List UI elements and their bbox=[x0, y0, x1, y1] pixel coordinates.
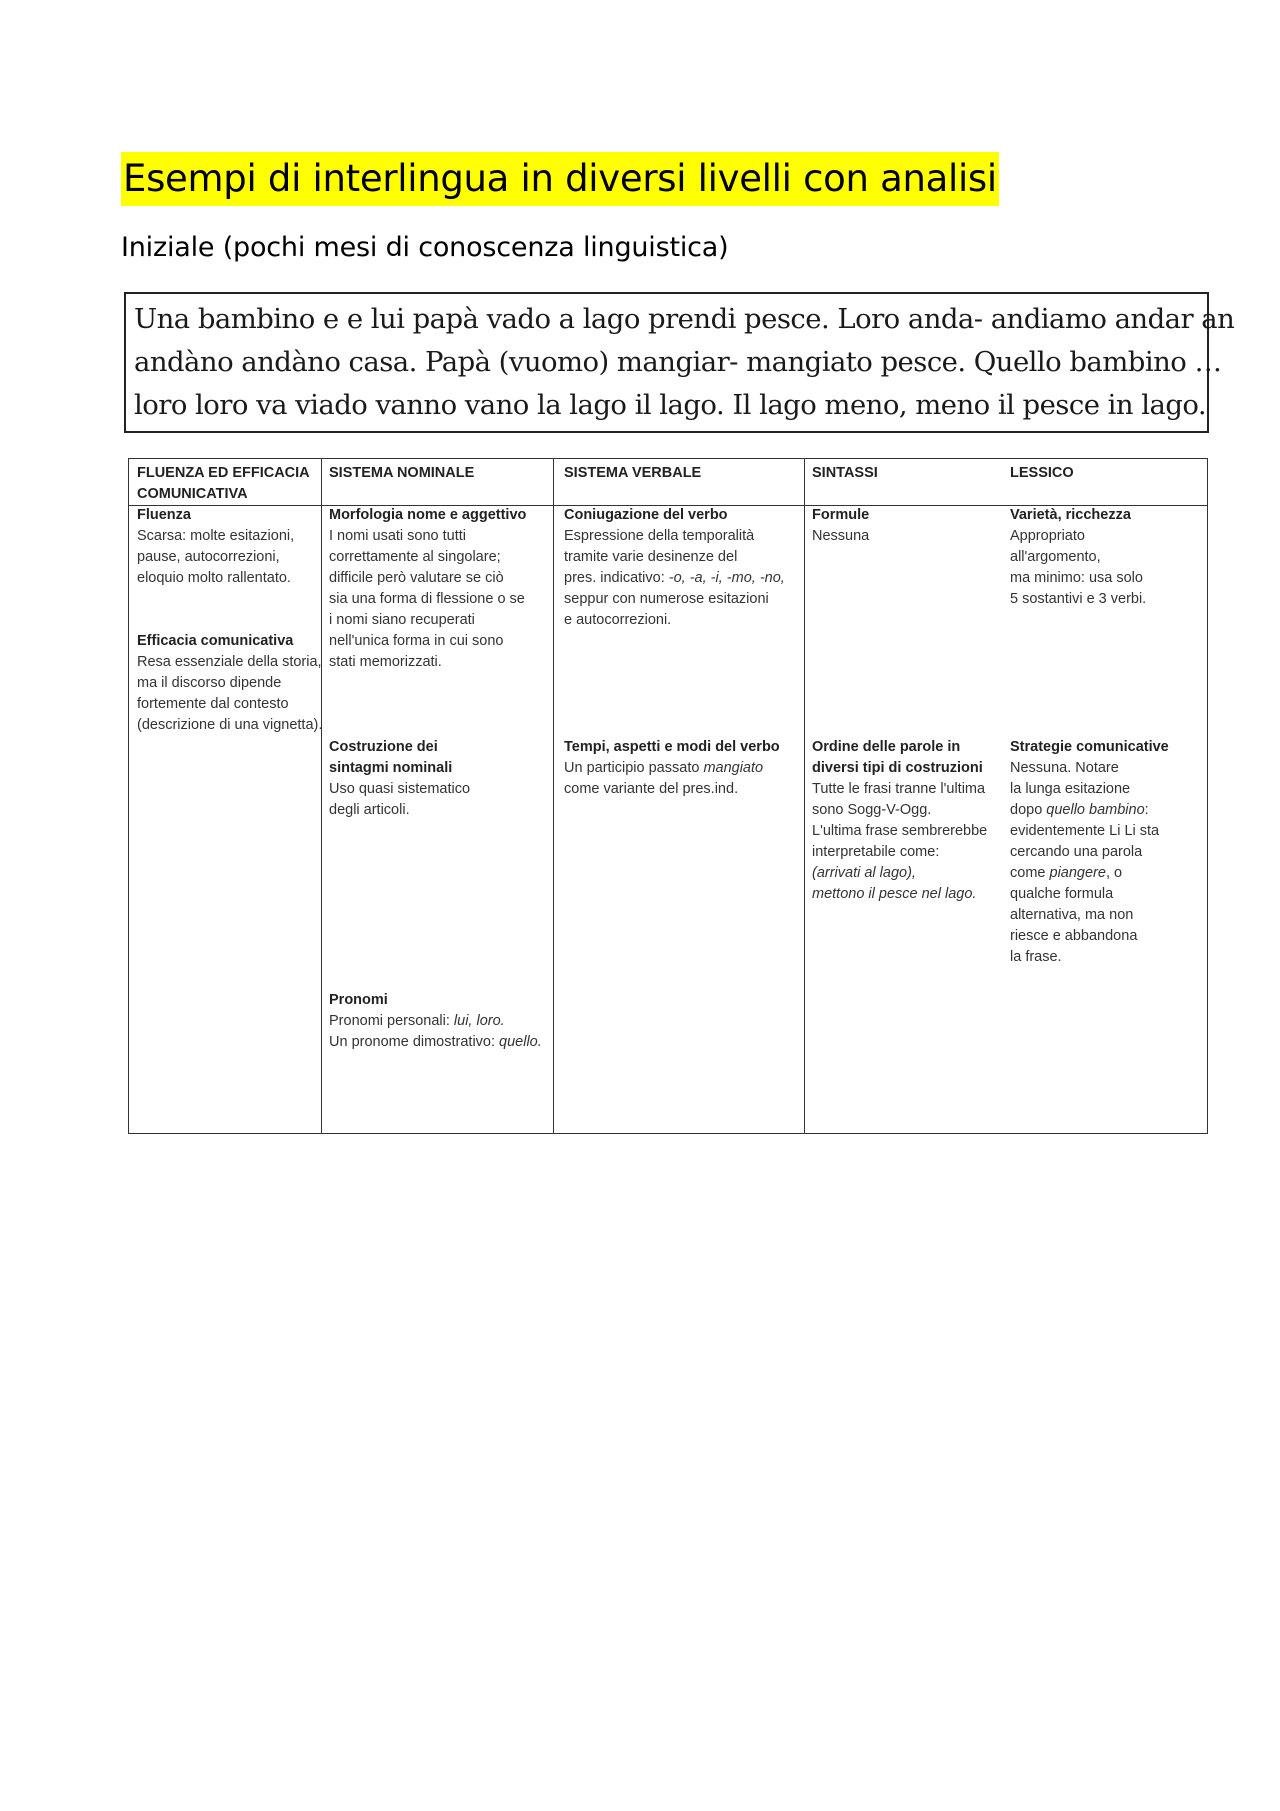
italic-run: quello. bbox=[499, 1034, 542, 1050]
cell-heading: Tempi, aspetti e modi del verbo bbox=[564, 739, 780, 755]
column-divider bbox=[553, 459, 554, 1133]
cell-efficacia bbox=[137, 631, 322, 736]
cell-tempi-aspetti bbox=[564, 737, 780, 800]
section-subtitle: Iniziale (pochi mesi di conoscenza linguistica) bbox=[121, 232, 729, 263]
page-title: Esempi di interlingua in diversi livelli con analisi bbox=[121, 152, 999, 206]
cell-heading: Morfologia nome e aggettivo bbox=[329, 507, 527, 523]
cell-fluenza bbox=[137, 505, 294, 589]
cell-pronomi bbox=[329, 990, 542, 1053]
cell-text: Tutte le frasi tranne l'ultima sono Sogg-V-Ogg. L'ultima frase sembrerebbe interpretabile come: bbox=[812, 781, 988, 860]
italic-run: -o, -a, -i, -mo, -no, bbox=[668, 570, 785, 586]
header-sintassi: SINTASSI bbox=[812, 465, 878, 481]
cell-heading: Varietà, ricchezza bbox=[1010, 507, 1131, 523]
cell-heading: Formule bbox=[812, 507, 870, 523]
text-run: Un participio passato bbox=[564, 760, 704, 776]
cell-text: Scarsa: molte esitazioni, pause, autocorrezioni, eloquio molto rallentato. bbox=[137, 528, 295, 586]
excerpt-line: andàno andàno casa. Papà (vuomo) mangiar- mangiato pesce. Quello bambino … bbox=[134, 346, 1222, 378]
text-run: Pronomi personali: bbox=[329, 1013, 454, 1029]
header-sistema-verbale: SISTEMA VERBALE bbox=[564, 465, 702, 481]
header-sistema-nominale: SISTEMA NOMINALE bbox=[329, 465, 475, 481]
cell-heading: Coniugazione del verbo bbox=[564, 507, 728, 523]
column-divider bbox=[804, 459, 805, 1133]
cell-text bbox=[564, 758, 780, 800]
cell-text bbox=[564, 526, 785, 631]
cell-text: Nessuna bbox=[812, 528, 870, 544]
cell-morfologia bbox=[329, 505, 526, 673]
cell-text: Appropriato all'argomento, ma minimo: usa solo 5 sostantivi e 3 verbi. bbox=[1010, 528, 1147, 607]
cell-heading: Fluenza bbox=[137, 507, 191, 523]
text-run: Un pronome dimostrativo: bbox=[329, 1034, 500, 1050]
italic-run: lui, loro. bbox=[453, 1013, 505, 1029]
italic-run: quello bambino bbox=[1046, 802, 1145, 818]
cell-text-italic: (arrivati al lago), mettono il pesce nel lago. bbox=[812, 865, 977, 902]
excerpt-line: Una bambino e e lui papà vado a lago prendi pesce. Loro anda- andiamo andar an bbox=[134, 303, 1235, 335]
cell-formule bbox=[812, 505, 869, 547]
cell-varieta bbox=[1010, 505, 1146, 610]
interlanguage-excerpt bbox=[124, 292, 1235, 433]
text-run: , o qualche formula alternativa, ma non riesce e abbandona la frase. bbox=[1010, 865, 1138, 965]
cell-ordine-parole bbox=[812, 737, 987, 905]
header-lessico: LESSICO bbox=[1010, 465, 1074, 481]
cell-coniugazione bbox=[564, 505, 785, 631]
text-run: come variante del pres.ind. bbox=[564, 781, 739, 797]
text-run: seppur con numerose esitazioni e autocorrezioni. bbox=[564, 591, 769, 628]
header-fluenza: FLUENZA ED EFFICACIA COMUNICATIVA bbox=[137, 465, 310, 502]
text-run: : evidentemente Li Li sta cercando una parola come bbox=[1010, 802, 1160, 881]
text-run: Nessuna. Notare la lunga esitazione dopo bbox=[1010, 760, 1131, 818]
cell-text bbox=[329, 1011, 542, 1053]
text-run: Espressione della temporalità tramite varie desinenze del pres. indicativo: bbox=[564, 528, 755, 586]
cell-heading: Strategie comunicative bbox=[1010, 739, 1169, 755]
cell-text: I nomi usati sono tutti correttamente al singolare; difficile però valutare se ciò sia una forma di flessione o se i nomi siano recuperati nell'unica forma in cui sono stati memorizzati. bbox=[329, 528, 525, 670]
analysis-table bbox=[128, 458, 1208, 1134]
column-divider bbox=[321, 459, 322, 1133]
cell-heading: Ordine delle parole in diversi tipi di costruzioni bbox=[812, 739, 983, 776]
cell-text bbox=[1010, 758, 1169, 968]
cell-sintagmi bbox=[329, 737, 470, 821]
cell-text: Uso quasi sistematico degli articoli. bbox=[329, 781, 471, 818]
cell-heading: Efficacia comunicativa bbox=[137, 633, 294, 649]
excerpt-line: loro loro va viado vanno vano la lago il lago. Il lago meno, meno il pesce in lago. bbox=[134, 389, 1207, 421]
cell-heading: Pronomi bbox=[329, 992, 388, 1008]
italic-run: piangere bbox=[1049, 865, 1106, 881]
cell-heading: Costruzione dei sintagmi nominali bbox=[329, 739, 453, 776]
italic-run: mangiato bbox=[703, 760, 764, 776]
cell-text: Resa essenziale della storia, ma il discorso dipende fortemente dal contesto (descrizione di una vignetta). bbox=[137, 654, 323, 733]
cell-strategie bbox=[1010, 737, 1169, 968]
